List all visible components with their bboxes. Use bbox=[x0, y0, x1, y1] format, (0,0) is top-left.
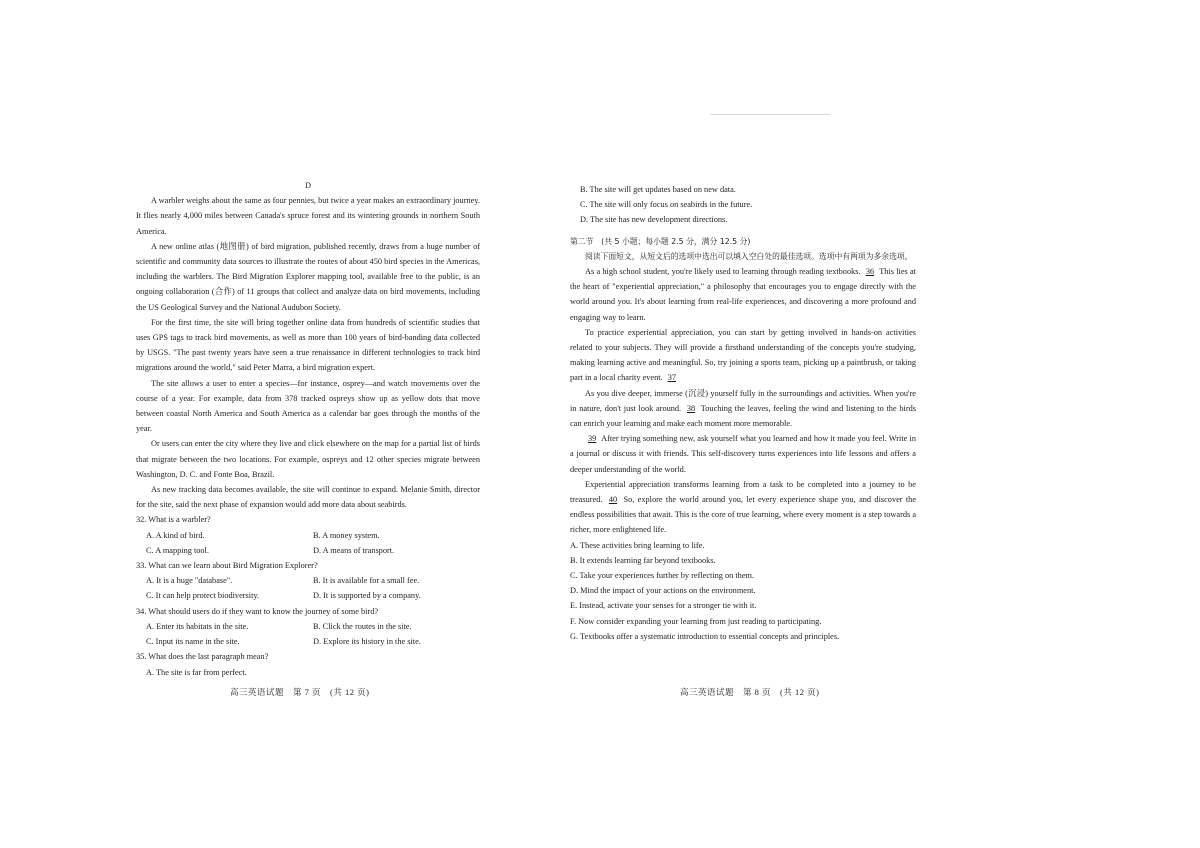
option-a: A. A kind of bird. bbox=[146, 530, 205, 540]
section-heading: 第二节 (共 5 小题；每小题 2.5 分，满分 12.5 分) bbox=[570, 236, 751, 246]
cloze-paragraph bbox=[570, 431, 916, 477]
blank-37: 37 bbox=[667, 373, 676, 383]
option-c: C. It can help protect biodiversity. bbox=[146, 591, 260, 601]
cloze-option-e: E. Instead, activate your senses for a stronger tie with it. bbox=[570, 601, 757, 611]
option-b: B. Click the routes in the site. bbox=[313, 621, 412, 631]
passage-paragraph: The site allows a user to enter a species—for instance, osprey—and watch movements over the course of a year. For example, data from 378 tracked ospreys show up as yellow dots that move between coastal North America and South America as a calendar bar goes through the months of the year. bbox=[136, 378, 480, 434]
cloze-paragraph bbox=[570, 477, 916, 538]
text: As a high school student, you're likely used to learning through reading textbooks. bbox=[585, 267, 861, 277]
option-a: A. Enter its habitats in the site. bbox=[146, 621, 249, 631]
question-35 bbox=[136, 649, 480, 679]
cloze-option-c: C. Take your experiences further by reflecting on them. bbox=[570, 571, 755, 581]
option-a: A. The site is far from perfect. bbox=[146, 667, 247, 677]
cloze-option-f: F. Now consider expanding your learning from just reading to participating. bbox=[570, 616, 822, 626]
passage-paragraph: A new online atlas (地图册) of bird migration, published recently, draws from a huge number of scientific and community data sources to illustrate the routes of about 450 bird species in the Americas, including the warblers. The Bird Migration Explorer mapping tool, available free to the public, is an ongoing collaboration (合作) of 11 groups that collect and analyze data on bird movements, including the US Geological Survey and the National Audubon Society. bbox=[136, 241, 480, 312]
text: After trying something new, ask yourself what you learned and how it made you feel. Write in a journal or discuss it with friends. This self-discovery turns experiences into life lessons and offers a deeper understanding of the world. bbox=[570, 434, 916, 474]
option-d: D. It is supported by a company. bbox=[313, 591, 421, 601]
question-33 bbox=[136, 558, 480, 604]
blank-38: 38 bbox=[686, 403, 696, 413]
cloze-paragraph bbox=[570, 264, 916, 325]
section-instruction: 阅读下面短文，从短文后的选项中选出可以填入空白处的最佳选项。选项中有两项为多余选项。 bbox=[585, 251, 913, 261]
scan-smudge bbox=[710, 114, 830, 115]
passage-paragraph: A warbler weighs about the same as four pennies, but twice a year makes an extraordinary journey. It flies nearly 4,000 miles between Canada's spruce forest and its wintering grounds in northern South America. bbox=[136, 196, 480, 236]
question-stem: 34. What should users do if they want to know the journey of some bird? bbox=[136, 606, 379, 616]
right-column bbox=[570, 182, 916, 644]
passage-letter: D bbox=[305, 181, 311, 190]
question-stem: 32. What is a warbler? bbox=[136, 515, 211, 525]
right-exam-page bbox=[570, 0, 1200, 848]
option-b: B. The site will get updates based on new data. bbox=[580, 185, 736, 194]
option-c: C. The site will only focus on seabirds in the future. bbox=[580, 200, 753, 210]
question-stem: 33. What can we learn about Bird Migration Explorer? bbox=[136, 561, 318, 571]
option-d: D. A means of transport. bbox=[313, 545, 395, 555]
text: So, explore the world around you, let every experience shape you, and discover the endless possibilities that await. This is the core of true learning, where every moment is a step towards a richer, more enlightened life. bbox=[570, 495, 917, 535]
cloze-option-b: B. It extends learning far beyond textbooks. bbox=[570, 555, 716, 565]
cloze-option-d: D. Mind the impact of your actions on the environment. bbox=[570, 586, 756, 596]
option-d: D. Explore its history in the site. bbox=[313, 637, 421, 647]
question-34 bbox=[136, 604, 480, 650]
passage-paragraph: As new tracking data becomes available, the site will continue to expand. Melanie Smith, director for the site, said the next phase of expansion would add more data about seabirds. bbox=[136, 485, 480, 510]
page-footer: 高三英语试题 第 8 页 (共 12 页) bbox=[680, 687, 820, 697]
question-35-continued bbox=[570, 182, 916, 228]
text: Touching the leaves, feeling the wind and listening to the birds can enrich your learning and make each moment more memorable. bbox=[570, 403, 916, 429]
option-d: D. The site has new development directions. bbox=[580, 215, 728, 225]
blank-40: 40 bbox=[608, 495, 618, 505]
option-b: B. A money system. bbox=[313, 530, 380, 540]
option-b: B. It is available for a small fee. bbox=[313, 576, 420, 586]
text: As you dive deeper, immerse (沉浸) yourself fully in the surroundings and activities. When you're in nature, don't just look around. bbox=[570, 388, 916, 413]
cloze-option-a: A. These activities bring learning to life. bbox=[570, 540, 705, 550]
blank-36: 36 bbox=[865, 267, 875, 277]
blank-39: 39 bbox=[588, 434, 597, 444]
option-a: A. It is a huge "database". bbox=[146, 576, 233, 586]
option-c: C. Input its name in the site. bbox=[146, 637, 240, 647]
text: To practice experiential appreciation, you can start by getting involved in hands-on activities related to your subjects. They will provide a firsthand understanding of the concepts you're studying, making learning active and meaningful. So, try joining a sports team, picking up a paintbrush, or taking part in a local charity event. bbox=[570, 327, 916, 383]
passage-paragraph: Or users can enter the city where they live and click elsewhere on the map for a partial list of birds that migrate between the two locations. For example, ospreys and 12 other species migrate between Washington, D. C. and Fonte Boa, Brazil. bbox=[136, 439, 480, 479]
cloze-paragraph bbox=[570, 325, 916, 386]
text: This lies at the heart of "experiential appreciation," a philosophy that encourages you to engage directly with the world around you. It's about learning from real-life experiences, and discovering a more profound and engaging way to learn. bbox=[570, 267, 916, 322]
passage-paragraph: For the first time, the site will bring together online data from hundreds of scientific studies that uses GPS tags to track bird movements, as well as more than 100 years of bird-banding data collected by USGS. "The past twenty years have seen a true renaissance in different technologies to track bird migrations around the world," said Peter Marra, a bird migration expert. bbox=[136, 317, 480, 373]
question-32 bbox=[136, 512, 480, 558]
reading-passage-d bbox=[136, 178, 480, 680]
cloze-option-g: G. Textbooks offer a systematic introduction to essential concepts and principles. bbox=[570, 631, 840, 641]
text: Experiential appreciation transforms learning from a task to be completed into a journey to be treasured. bbox=[570, 479, 916, 505]
page-footer: 高三英语试题 第 7 页 (共 12 页) bbox=[230, 687, 370, 697]
option-c: C. A mapping tool. bbox=[146, 545, 209, 555]
cloze-paragraph bbox=[570, 386, 916, 432]
question-stem: 35. What does the last paragraph mean? bbox=[136, 652, 269, 662]
cloze-options bbox=[570, 538, 916, 644]
